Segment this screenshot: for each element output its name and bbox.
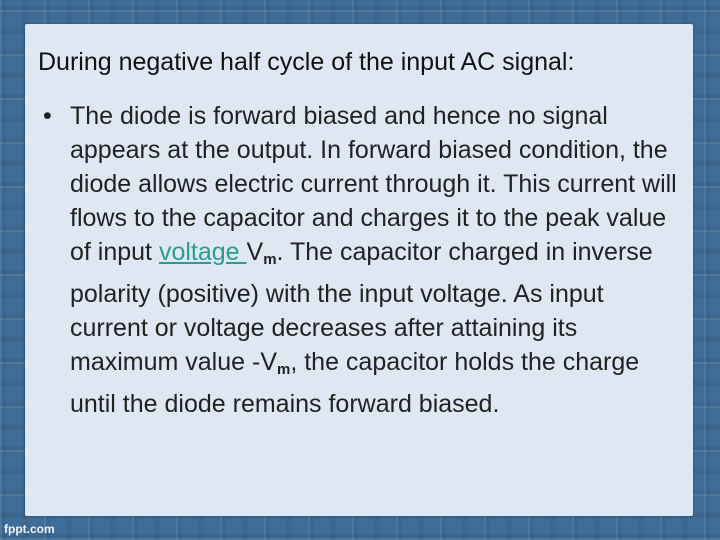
bullet-paragraph [70, 99, 679, 421]
subscript-m-1: m [263, 251, 277, 268]
bullet-text-part-3: . The capacitor charged in inverse polarity (positive) with the input voltage. As input current or voltage decreases after attaining its maximum value -V [70, 238, 653, 376]
subscript-m-2: m [277, 361, 291, 378]
voltage-link[interactable]: voltage [158, 238, 247, 266]
bullet-text-part-1: The diode is forward biased and hence no signal appears at the output. In forward biased condition, the diode allows electric current through it. This current will flows to the capacitor and charges it to the peak value of input [70, 102, 677, 266]
bullet-text-part-2: V [246, 238, 264, 266]
footer-logo: fppt.com [4, 522, 55, 536]
slide-title: During negative half cycle of the input AC signal: [38, 48, 575, 76]
bullet-text-part-4: , the capacitor holds the charge until the diode remains forward biased. [70, 348, 640, 418]
bullet-item [43, 99, 679, 421]
slide-content-panel [25, 24, 693, 516]
bullet-icon: • [43, 102, 52, 130]
